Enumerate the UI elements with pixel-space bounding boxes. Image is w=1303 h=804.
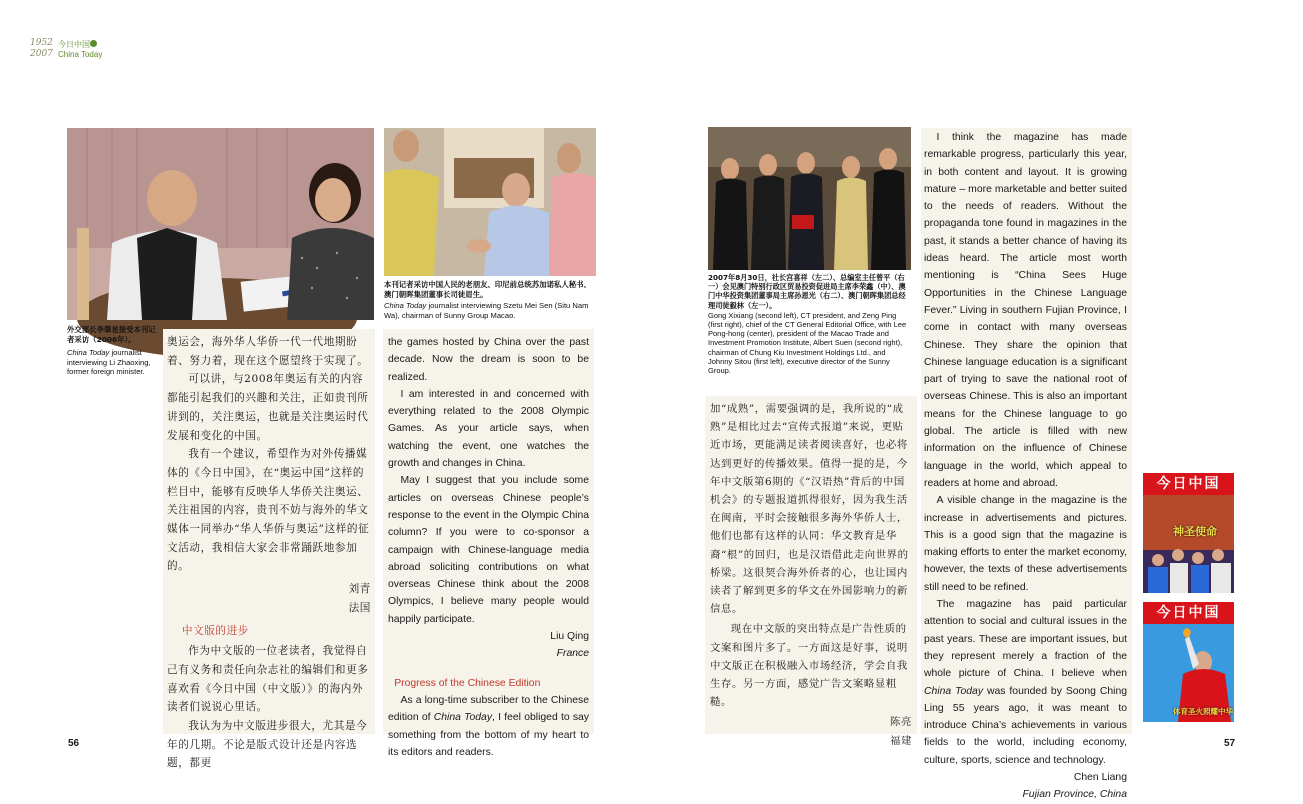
cover1-logo: 今日中国	[1143, 473, 1234, 495]
photo2-caption-en-italic: China Today	[384, 301, 427, 311]
col1-p1: 奥运会，海外华人华侨一代一代地期盼着、努力着，现在这个愿望终于实现了。	[167, 336, 369, 367]
col4-p3-text-post: was founded by Soong Ching Ling 55 years ago, it was meant to introduce China’s achievements in various fields to the world, including economy, culture, sports, science and technology.	[924, 685, 1127, 766]
photo1-caption-en	[67, 348, 159, 377]
col2-p4-italic: China Today	[433, 712, 493, 724]
col2-p4-text-post: , I feel obliged to say something from the bottom of my heart to its editors and readers.	[388, 712, 589, 758]
photo-macao-meeting	[708, 127, 911, 270]
cover1-headline: 神圣使命	[1173, 525, 1217, 538]
photo-group-image	[708, 127, 911, 270]
photo3-caption	[708, 273, 911, 375]
magazine-cover-2	[1143, 602, 1234, 722]
photo-li-zhaoxing-interview	[67, 128, 374, 320]
photo-handshake-image	[384, 128, 596, 276]
column-chinese-right	[705, 396, 917, 747]
col4-p1: I think the magazine has made remarkable progress, particularly this year, in both content and layout. It is growing mature – more marketable and better suited to the needs of readers. Without the propaganda tone found in magazines in the past, it stands a better chance of having its ideas heard. The article most worth mentioning is “China Sees Huge Opportunities in the Chinese Language Fever.” Living in southern Fujian Province, I come in contact with many overseas Chinese. They share the opinion that Chinese language education is a significant part of trying to save the national root of overseas Chinese. This is also an important means for the Chinese language to go global. The article is filled with new information on the influence of Chinese language in the world, which appeal to readers at home and abroad.	[924, 132, 1127, 489]
photo1-caption-en-italic: China Today	[67, 348, 110, 357]
col2-p2: I am interested in and concerned with everything related to the 2008 Olympic Games. As your article says, when watching the event, one watches the growth and changes in China.	[388, 388, 589, 470]
col4-p3-text-pre: The magazine has paid particular attention to social and cultural issues in the past years. These are important issues, but they represent merely a fraction of the whole picture of China. I believe when	[924, 599, 1127, 680]
cover2-headline: 体育圣火照耀中华	[1173, 707, 1233, 716]
col1-p4: 作为中文版的一位老读者，我觉得自己有义务和责任向杂志社的编辑们和更多喜欢看《今日中国（中文版）》的海内外读者们说说心里话。	[167, 645, 369, 714]
photo3-caption-zh: 2007年8月30日，社长宫喜祥（左二）、总编室主任曾平（右一）会见澳门特别行政区贸易投资促进局主席李荣鑫（中）、澳门中华投资集团董事局主席孙恩光（右二）、澳门朝晖集团总经理司徒毅林（左一）。	[708, 273, 906, 310]
col2-p3: May I suggest that you include some articles on overseas Chinese people’s response to the event in the Olympic China column? If you were to co-sponsor a campaign with Chinese-language media abroad soliciting contributions on what overseas Chinese think about the 2008 Olympics, I believe many people would happily participate.	[388, 475, 589, 625]
magazine-cover-1	[1143, 473, 1234, 593]
col1-p2: 可以讲，与2008年奥运有关的内容都能引起我们的兴趣和关注，正如贵刊所讲到的，关注奥运，也就是关注奥运时代发展和变化的中国。	[167, 373, 369, 442]
col3-p2: 现在中文版的突出特点是广告性质的文案和图片多了。一方面这是好事，说明中文版正在积极融入市场经济，学会自我生存。另一方面，感觉广告文案略显粗糙。	[710, 623, 908, 709]
photo1-caption-en-text: journalist interviewing Li Zhaoxing, former foreign minister.	[67, 348, 151, 377]
col2-sign-place: France	[556, 648, 589, 660]
col4-p3	[924, 596, 1127, 769]
col2-sign-name: Liu Qing	[550, 631, 589, 643]
col4-p2: A visible change in the magazine is the increase in advertisements and pictures. This is a good sign that the magazine is making efforts to enter the market economy, however, the texts of these advertisements still need to be refined.	[924, 495, 1127, 593]
year-start: 1952	[30, 38, 53, 48]
photo2-caption	[384, 280, 596, 320]
photo2-caption-en-text: journalist interviewing Szetu Mei Sen (Situ Nam Wa), chairman of Sunny Group Macao.	[384, 301, 589, 320]
col4-p3-italic: China Today	[924, 685, 984, 697]
col4-sign-name: Chen Liang	[1073, 771, 1127, 783]
col1-p3: 我有一个建议，希望作为对外传播媒体的《今日中国》，在“奥运中国”这样的栏目中，能够有反映华人华侨关注奥运、关注祖国的内容，贵刊不妨与海外的华文媒体一同举办“华人华侨与奥运”这样的征文活动，我相信大家会非常踊跃地参加的。	[167, 448, 370, 573]
photo2-caption-zh: 本刊记者采访中国人民的老朋友、印尼前总统苏加诺私人秘书、澳门朝晖集团董事长司徒眉生。	[384, 280, 591, 299]
photo1-caption	[67, 325, 159, 377]
page-number-right: 57	[1224, 738, 1236, 749]
col3-sign-place: 福建	[890, 734, 912, 747]
header-en-title: China Today	[58, 50, 103, 59]
photo3-caption-en: Gong Xixiang (second left), CT president, and Zeng Ping (first right), chief of the CT General Editorial Office, with Lee Pong-hong (center), president of the Macao Trade and Investment Promotion Institute, Albert Suen (second right), chairman of Chung Kiu Investment Holdings Ltd., and Johnny Sitou (first left), executive director of the Sunny Group.	[708, 310, 907, 376]
column-english-left	[383, 329, 594, 758]
photo2-caption-en	[384, 301, 596, 320]
col3-p1: 加“成熟”，需要强调的是，我所说的“成熟”是相比过去“宣传式报道”来说，更贴近市场，更能满足读者阅读喜好，也必将达到更好的传播效果。值得一提的是，今年中文版第6期的《“汉语热”背后的中国机会》的专题报道抓得很好，因为我生活在闽南，平时会接触很多海外华侨人士，他们也都有这样的认同：华文教育是华裔“根”的回归，也是汉语借此走向世界的桥梁。这很契合海外侨者的心，也让国内读者了解到更多的华文在外国影响力的新信息。	[710, 403, 909, 616]
col1-sign-place: 法国	[348, 601, 371, 614]
header-zh-title: 今日中国	[58, 40, 90, 49]
photo-interview-image	[67, 128, 374, 320]
col3-sign-name: 陈亮	[890, 716, 912, 729]
col2-p1: the games hosted by China over the past decade. Now the dream is soon to be realized.	[388, 337, 589, 383]
col1-heading: 中文版的进步	[181, 624, 249, 637]
column-chinese-left	[163, 329, 375, 770]
year-end: 2007	[30, 49, 53, 59]
col2-p4-text-pre: As a long-time subscriber to the Chinese edition of	[388, 694, 589, 724]
col2-p4	[388, 692, 589, 761]
col1-sign-name: 刘青	[348, 583, 371, 596]
column-english-right	[921, 128, 1132, 801]
photo1-caption-zh: 外交部长李肇星接受本刊记者采访（2006年）。	[67, 325, 156, 344]
page-number-left: 56	[68, 738, 80, 749]
photo-szetu-mei-sen	[384, 128, 596, 276]
col1-p5: 我认为为中文版进步很大，尤其是今年的几期。不论是版式设计还是内容选题，都更	[167, 720, 368, 770]
col2-heading: Progress of the Chinese Edition	[394, 677, 541, 689]
cover1-image	[1143, 495, 1234, 593]
col4-sign-place: Fujian Province, China	[1022, 789, 1127, 801]
cover2-logo: 今日中国	[1143, 602, 1234, 624]
header-logo	[30, 38, 150, 62]
logo-badge-icon	[90, 40, 97, 47]
